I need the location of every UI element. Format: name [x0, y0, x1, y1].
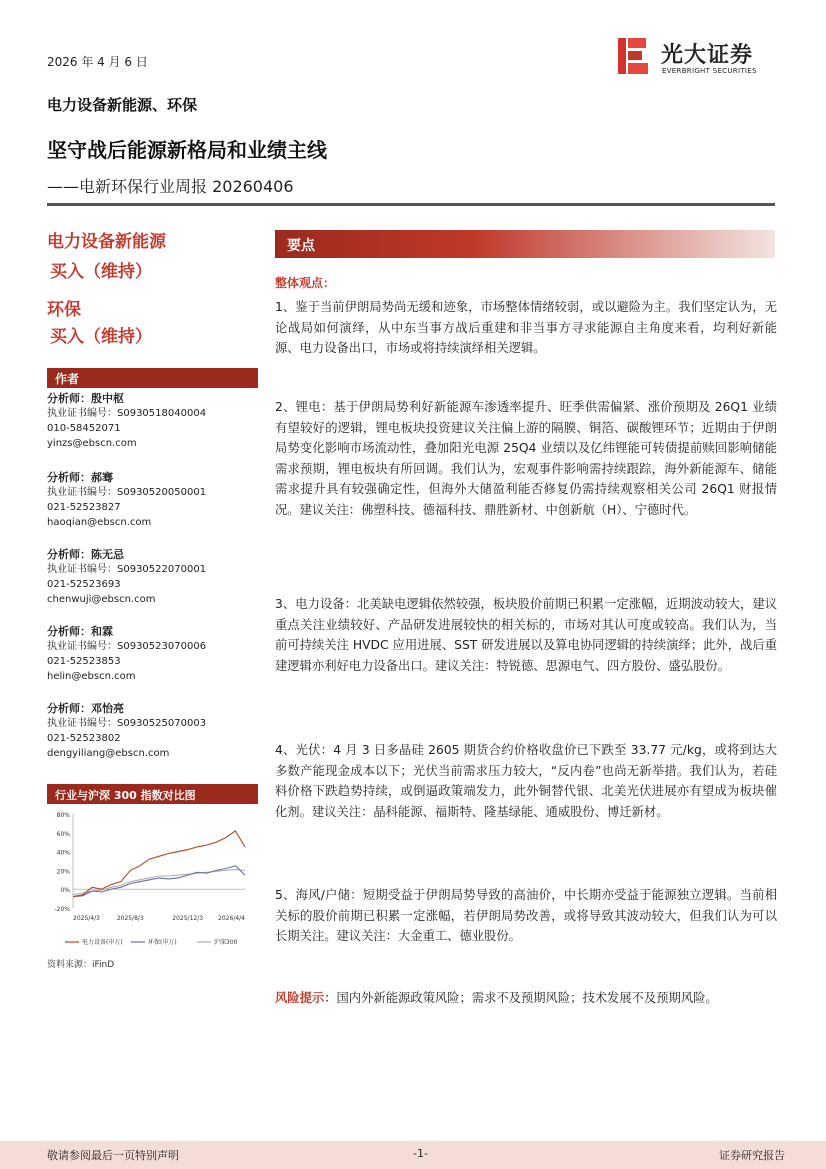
x-tick-label: 2026/4/4 [218, 915, 245, 922]
report-title: 坚守战后能源新格局和业绩主线 [47, 138, 327, 162]
author-license: 执业证书编号：S0930522070001 [47, 564, 207, 575]
risk-warning [275, 988, 777, 1009]
author-block [47, 391, 258, 451]
y-tick-label: 0% [60, 887, 70, 895]
legend-label: 电力设备(申万) [82, 939, 123, 946]
author-phone: 021-52523853 [47, 656, 121, 667]
author-email[interactable]: haoqian@ebscn.com [47, 517, 152, 528]
author-license: 执业证书编号：S0930520050001 [47, 487, 207, 498]
author-block [47, 701, 258, 761]
page-number: -1- [413, 1147, 428, 1160]
author-name: 分析师：和霖 [47, 625, 113, 638]
author-block [47, 547, 258, 607]
report-date: 2026 年 4 月 6 日 [47, 55, 148, 69]
author-email[interactable]: dengyiliang@ebscn.com [47, 748, 170, 759]
author-license: 执业证书编号：S0930523070006 [47, 641, 207, 652]
header-divider [47, 203, 775, 206]
y-tick-label: 40% [56, 849, 70, 857]
author-email[interactable]: chenwuji@ebscn.com [47, 594, 156, 605]
series-line [73, 870, 245, 895]
key-point-paragraph: 5、海风/户储：短期受益于伊朗局势导致的高油价，中长期亦受益于能源独立逻辑。当前相关标的股价前期已积累一定涨幅，若伊朗局势改善，或将导致其波动较大，但我们认为可以长期关注。建议关注：大金重工、德业股份。 [275, 888, 777, 943]
sector-name: 电力设备新能源 [47, 232, 166, 252]
author-name: 分析师：郝骞 [47, 471, 113, 484]
legend-label: 沪深300 [214, 939, 238, 946]
key-point-paragraph: 1、鉴于当前伊朗局势尚无缓和迹象，市场整体情绪较弱，或以避险为主。我们坚定认为，无论战局如何演绎，从中东当事方战后重建和非当事方寻求能源自主角度来看，均利好新能源、电力设备出口，市场或将持续演绎相关逻辑。 [275, 300, 777, 355]
x-tick-label: 2025/8/3 [116, 915, 144, 922]
company-logo [616, 36, 776, 80]
key-points-header: 要点 [275, 230, 775, 258]
sector-name: 环保 [47, 300, 81, 320]
author-name: 分析师：陈无忌 [47, 548, 124, 561]
author-email[interactable]: yinzs@ebscn.com [47, 438, 137, 449]
key-point-paragraph: 4、光伏：4 月 3 日多晶硅 2605 期货合约价格收盘价已下跌至 33.77 元/kg，或将到达大多数产能现金成本以下；光伏当前需求压力较大，“反内卷”也尚无新举措。我们认为，若硅料价格下跌趋势持续，或倒逼政策端发力，此外铜替代银、北美光伏进展亦有望成为板块催化剂。建议关注：晶科能源、福斯特、隆基绿能、通威股份、博迁新材。 [275, 743, 777, 819]
series-line [73, 866, 245, 897]
author-block [47, 624, 258, 684]
industry-label: 电力设备新能源、环保 [47, 96, 198, 114]
sector-rating: 买入（维持） [50, 327, 152, 347]
y-tick-label: -20% [54, 906, 70, 913]
author-block [47, 470, 258, 530]
report-subtitle: ——电新环保行业周报 20260406 [47, 177, 294, 196]
sector-rating: 买入（维持） [50, 262, 152, 282]
author-email[interactable]: helin@ebscn.com [47, 671, 136, 682]
y-tick-label: 80% [56, 812, 70, 819]
author-phone: 021-52523827 [47, 502, 121, 513]
author-phone: 021-52523802 [47, 733, 121, 744]
author-phone: 010-58452071 [47, 423, 121, 434]
key-point-paragraph: 3、电力设备：北美缺电逻辑依然较强，板块股价前期已积累一定涨幅，近期波动较大，建议重点关注业绩较好、产品研发进展较快的相关标的，市场对其认可度或较高。我们认为，当前可持续关注 HVDC 应用进展、SST 研发进展以及算电协同逻辑的持续演绎；此外，战后重建逻辑亦利好电力设备出口。建议关注：特锐德、思源电气、四方股份、盛弘股份。 [275, 597, 777, 673]
risk-label: 风险提示： [275, 991, 337, 1005]
risk-text: 国内外新能源政策风险；需求不及预期风险；技术发展不及预期风险。 [336, 991, 718, 1005]
x-tick-label: 2025/4/3 [73, 915, 100, 922]
footer-report-type: 证券研究报告 [719, 1149, 785, 1162]
overall-view-label: 整体观点： [275, 276, 336, 290]
everbright-logo-icon [616, 36, 650, 76]
footer-disclaimer: 敬请参阅最后一页特别声明 [47, 1149, 179, 1162]
author-license: 执业证书编号：S0930518040004 [47, 408, 207, 419]
author-phone: 021-52523693 [47, 579, 121, 590]
author-name: 分析师：邓怡亮 [47, 702, 124, 715]
author-license: 执业证书编号：S0930525070003 [47, 718, 207, 729]
y-tick-label: 20% [56, 868, 70, 876]
legend-label: 环保(申万) [148, 939, 177, 946]
author-name: 分析师：殷中枢 [47, 392, 124, 405]
index-comparison-chart [47, 808, 258, 954]
authors-header: 作者 [47, 368, 258, 388]
logo-text-cn: 光大证券 [661, 43, 754, 68]
series-line [73, 831, 245, 897]
chart-header: 行业与沪深 300 指数对比图 [47, 784, 258, 804]
logo-text-en: EVERBRIGHT SECURITIES [662, 67, 757, 75]
x-tick-label: 2025/12/3 [172, 915, 204, 922]
chart-source: 资料来源：iFinD [47, 960, 115, 970]
y-tick-label: 60% [56, 830, 70, 838]
key-point-paragraph: 2、锂电：基于伊朗局势利好新能源车渗透率提升、旺季供需偏紧、涨价预期及 26Q1 业绩有望较好的逻辑，锂电板块投资建议关注偏上游的隔膜、铜箔、碳酸锂环节；近期由于伊朗局势变化影响市场流动性，叠加阳光电源 25Q4 业绩以及亿纬锂能可转债提前赎回影响储能需求预期，锂电板块有所回调。我们认为，宏观事件影响需持续跟踪，海外新能源车、储能需求提升具有较强确定性，但海外大储盈利能否修复仍需持续观察相关公司 26Q1 财报情况。建议关注：佛塑科技、德福科技、鼎胜新材、中创新航（H）、宁德时代。 [275, 400, 777, 517]
